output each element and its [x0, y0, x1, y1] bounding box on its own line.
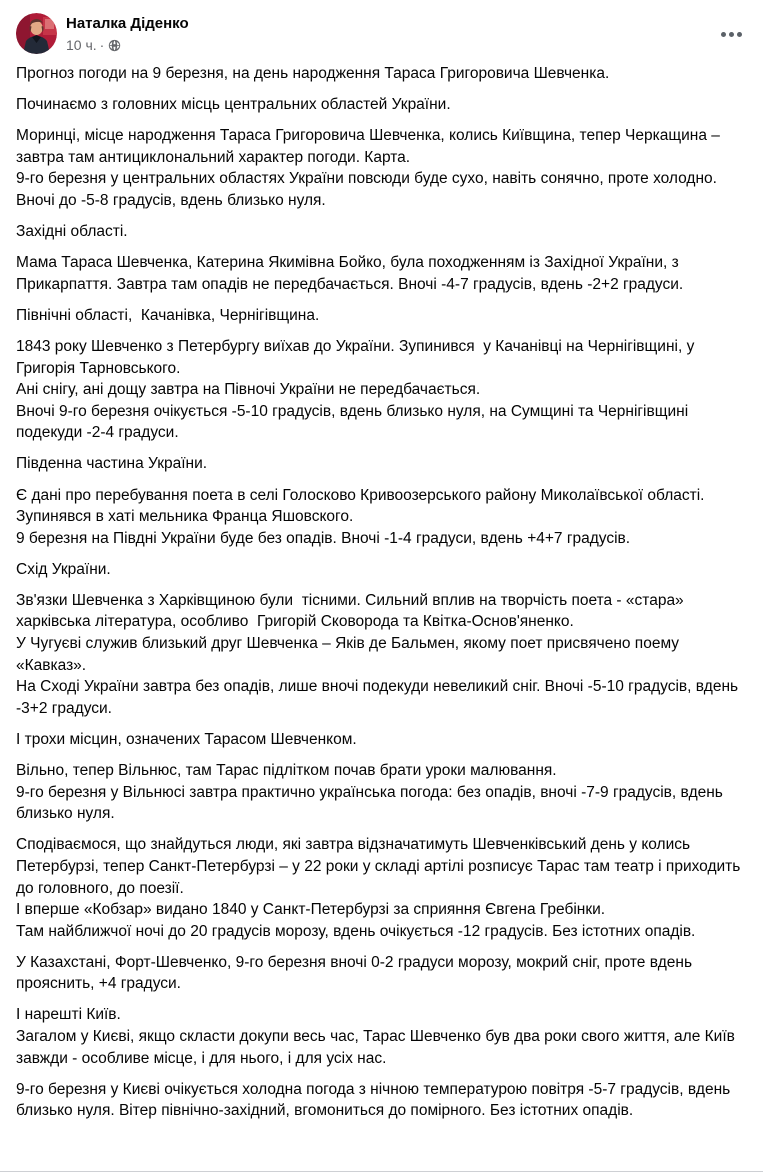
post-body — [0, 60, 763, 1122]
post-text-line: І трохи місцин, означених Тарасом Шевченком. — [16, 730, 357, 748]
post-text-line: 9-го березня у Вільнюсі завтра практично українська погода: без опадів, вночі -7-9 градусів, вдень близько нуля. — [16, 783, 728, 823]
author-name[interactable]: Наталка Діденко — [66, 15, 189, 32]
post-meta — [66, 36, 189, 54]
post-text-line: Вільно, тепер Вільнюс, там Тарас підлітком почав брати уроки малювання. — [16, 762, 557, 780]
post-text-line: Сподіваємося, що знайдуться люди, які завтра відзначатимуть Шевченківський день у колись Петербурзі, тепер Санкт-Петербурзі – у 22 роки у складі артілі розписує Тарас там театр і приходить до головного, до поезії. — [16, 836, 745, 897]
post-paragraph — [16, 125, 747, 211]
post-text-line: Є дані про перебування поета в селі Голосково Кривоозерського району Миколаївської області. Зупинявся в хаті мельника Франца Яшовского. — [16, 486, 709, 526]
avatar[interactable] — [16, 13, 57, 54]
post-text-line: У Казахстані, Форт-Шевченко, 9-го березня вночі 0-2 градуси морозу, мокрий сніг, проте вдень прояснить, +4 градуси. — [16, 953, 697, 993]
post-paragraph — [16, 252, 747, 295]
timestamp[interactable]: 10 ч. — [66, 37, 97, 53]
post-text-line: Схід України. — [16, 560, 111, 578]
post-paragraph — [16, 453, 747, 475]
post-text-line: Мама Тараса Шевченка, Катерина Якимівна Бойко, була походженням із Західної України, з Прикарпаття. Завтра там опадів не передбачається. Вночі -4-7 градусів, вдень -2+2 градуси. — [16, 254, 684, 293]
bottom-divider — [0, 1171, 763, 1172]
more-options-button[interactable] — [713, 22, 749, 46]
post-paragraph — [16, 1079, 747, 1122]
post-text-line: 9-го березня у центральних областях України повсюди буде сухо, навіть сонячно, проте холодно. Вночі до -5-8 градусів, вдень близько нуля. — [16, 170, 722, 209]
post-text-line: Загалом у Києві, якщо скласти докупи весь час, Тарас Шевченко був два роки свого життя, але Київ завжди - особливе місце, і для нього, і для усіх нас. — [16, 1028, 740, 1067]
more-horizontal-icon — [729, 32, 734, 37]
post-text-line: 9 березня на Півдні України буде без опадів. Вночі -1-4 градуси, вдень +4+7 градусів. — [16, 529, 631, 547]
post-text-line: Там найближчої ночі до 20 градусів морозу, вдень очікується -12 градусів. Без істотних опадів. — [16, 922, 696, 940]
post-paragraph — [16, 834, 747, 942]
post-paragraph — [16, 305, 747, 327]
post-paragraph — [16, 729, 747, 751]
post-text-line: На Сході України завтра без опадів, лише вночі подекуди невеликий сніг. Вночі -5-10 градусів, вдень -3+2 градуси. — [16, 678, 743, 717]
post-text-line: Південна частина України. — [16, 455, 208, 473]
post-text-line: Західні області. — [16, 223, 128, 241]
post-text-line: Моринці, місце народження Тараса Григоровича Шевченка, колись Київщина, тепер Черкащина – завтра там антициклональний характер погоди. Карта. — [16, 127, 725, 166]
post-paragraph — [16, 559, 747, 581]
post-text-line: Зв'язки Шевченка з Харківщиною були тісними. Сильний вплив на творчість поета - «стара» харківська література, особливо Григорій Сковорода та Квітка-Основ'яненко. — [16, 591, 688, 631]
post-text-line: Починаємо з головних місць центральних областей України. — [16, 96, 451, 114]
post-text-line: У Чугуєві служив близький друг Шевченка – Яків де Бальмен, якому поет присвячено поему «Кавказ». — [16, 635, 684, 674]
globe-icon — [108, 39, 121, 52]
post-text-line: І нарешті Київ. — [16, 1006, 121, 1024]
post-paragraph — [16, 221, 747, 243]
post-text-line: 1843 року Шевченко з Петербургу виїхав до України. Зупинився у Качанівці на Чернігівщині, у Григорія Тарновського. — [16, 337, 703, 377]
post-text-line: Вночі 9-го березня очікується -5-10 градусів, вдень близько нуля, на Сумщині та Чернігівщині подекуди -2-4 градуси. — [16, 402, 693, 442]
post-header — [0, 0, 763, 60]
post-paragraph — [16, 63, 747, 85]
post-text-line: І вперше «Кобзар» видано 1840 у Санкт-Петербурзі за сприяння Євгена Гребінки. — [16, 901, 606, 919]
post-text-line: Прогноз погоди на 9 березня, на день народження Тараса Григоровича Шевченка. — [16, 65, 610, 82]
more-horizontal-icon — [737, 32, 742, 37]
post-paragraph — [16, 760, 747, 825]
meta-separator: · — [99, 37, 105, 53]
post-paragraph — [16, 1004, 747, 1069]
more-horizontal-icon — [721, 32, 726, 37]
post-paragraph — [16, 590, 747, 720]
header-info — [66, 13, 189, 54]
post-paragraph — [16, 336, 747, 444]
post-text-line: Ані снігу, ані дощу завтра на Півночі України не передбачається. — [16, 381, 481, 399]
post-paragraph — [16, 94, 747, 116]
post-text-line: Північні області, Качанівка, Чернігівщина. — [16, 306, 320, 324]
post-paragraph — [16, 952, 747, 995]
post-paragraph — [16, 485, 747, 550]
avatar-image — [16, 13, 57, 54]
post-text-line: 9-го березня у Києві очікується холодна погода з нічною температурою повітря -5-7 градусів, вдень близько нуля. Вітер північно-західний, вгомониться до помірного. Без істотних опадів. — [16, 1080, 735, 1120]
